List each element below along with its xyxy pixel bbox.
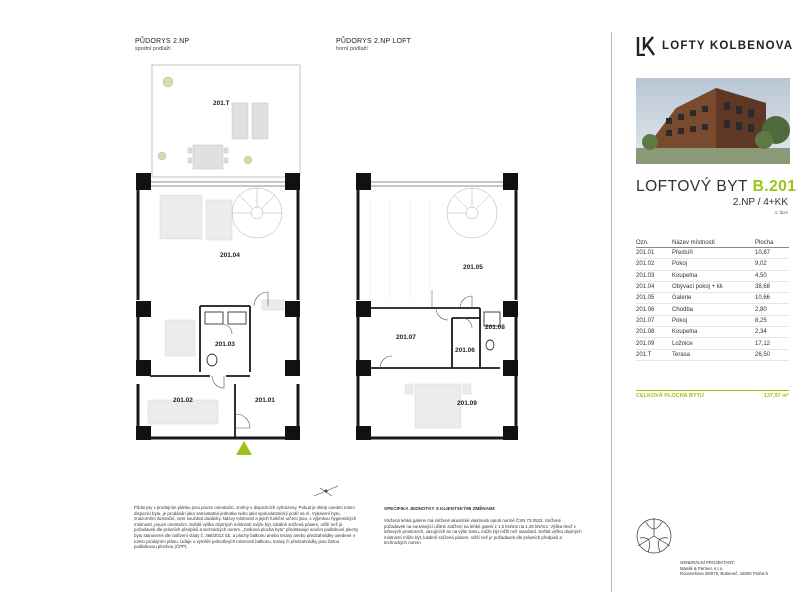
- window-line: [145, 182, 290, 186]
- table-row: [636, 327, 789, 338]
- room-label-201-t: 201.T: [213, 100, 230, 107]
- unit-floor-type: II. fáze: [774, 210, 788, 215]
- table-row: [636, 248, 789, 259]
- room-label-201-05: 201.05: [463, 264, 483, 271]
- header-code: Ozn.: [636, 239, 672, 248]
- interior-furniture: [148, 195, 284, 424]
- row-name: Koupelna: [672, 270, 755, 281]
- room-label-201-06: 201.06: [455, 347, 475, 354]
- general-designer: [680, 560, 792, 577]
- spec-text: Vložená lehká galerie má snížené akustické vlastnosti oproti normě ČSN 73 0532. Snížené požadavek na související užitné zatížení na lehké galerii z 1,5 kN/m2 na 1,25 kN/m2. Výška tlevž v loftových prostorech, vazujících se na výše tranu, může být nižší než standard. Světlá výška obytných místností může být, lokálně snížená pásem, nižší než je požadavek dle právních předpisů a technických norem: [384, 518, 582, 546]
- row-area: 10,66: [755, 293, 789, 304]
- row-name: Pokoj: [672, 259, 755, 270]
- designer-label: GENERÁLNÍ PROJEKTANT:: [680, 560, 735, 565]
- row-code: 201.05: [636, 293, 672, 304]
- plan-left-title: PŮDORYS 2.NP: [135, 38, 190, 45]
- entrance-arrow-icon: [236, 441, 252, 455]
- row-name: Ložnice: [672, 338, 755, 349]
- room-label-201-04: 201.04: [220, 252, 240, 259]
- row-name: Chodba: [672, 304, 755, 315]
- floor-plan-upper: [350, 165, 525, 445]
- spec-title: SPECIFIKA JEDNOTKY S KLIENTSKÝMI ZMĚNAMI:: [384, 506, 496, 511]
- row-code: 201.02: [636, 259, 672, 270]
- header-area: Plocha: [755, 239, 789, 248]
- row-area: 26,50: [755, 349, 789, 360]
- terrace-furniture: [188, 103, 268, 169]
- unit-title: [636, 178, 796, 196]
- plan-right-title: PŮDORYS 2.NP LOFT: [336, 38, 412, 45]
- total-area-value: 137,97 m²: [763, 393, 789, 399]
- room-label-201-08: 201.08: [485, 324, 505, 331]
- gallery-void-hatch: [370, 200, 430, 300]
- designer-name: Masák & Partner, s.r.o.: [680, 565, 724, 571]
- table-row: [636, 259, 789, 270]
- spiral-stair: [232, 188, 282, 238]
- table-row: [636, 270, 789, 281]
- brand-header: [636, 36, 793, 56]
- unit-floor-layout: 2.NP / 4+KK: [732, 197, 788, 208]
- room-label-201-01: 201.01: [255, 397, 275, 404]
- row-area: 8,25: [755, 315, 789, 326]
- plan-right-subtitle: horní podlaží: [336, 46, 368, 52]
- row-code: 201.T: [636, 349, 672, 360]
- row-code: 201.07: [636, 315, 672, 326]
- room-table: [636, 239, 789, 361]
- disclaimer-note: Půdorysy v prodejním plánku jsou pouze orientační, změny v dispozicích vyhrazeny. Pokud je sklep uveden mimo dispozici bytu, je prodáván jako samostatná jednotka nebo jako spoluvlastnický podíl na ní. Vybavení bytu, znázornění ilustrační, není součástí dodávky. Názvy místností a jejich funkční určení jsou, s výjimkou hygienických místností, pouze orientační. Světlá výška obytných místností může být, lokálně snížená pásem, nižší než je požadavek dle právních předpisů a technických norem. „Celková plocha bytu“ představuje součet podlahové plochy bytu stanovené dle nařízení vlády č. 366/2013 Sb. a plochy balkonu anebo terasy anebo předzahrádky uvedené v tomto prodejním plánu. Údaje o výměře jednotlivých místností balkonu, terasy či předzahrádky jsou čistou podlahovou plochou (ČPP).: [134, 505, 359, 550]
- table-row: [636, 349, 789, 360]
- designer-logo-icon: [634, 516, 674, 556]
- room-table-header: [636, 239, 789, 248]
- window-line-upper: [365, 182, 508, 186]
- designer-address: Roosveltova 39/575, Bubeneč, 16000 Praha 6: [680, 571, 768, 577]
- row-area: 2,80: [755, 304, 789, 315]
- total-area-row: [636, 390, 789, 399]
- row-name: Koupelna: [672, 327, 755, 338]
- room-label-201-07: 201.07: [396, 334, 416, 341]
- table-row: [636, 304, 789, 315]
- table-row: [636, 338, 789, 349]
- table-row: [636, 293, 789, 304]
- unit-title-code: B.201: [752, 178, 797, 195]
- header-name: Název místnosti: [672, 239, 755, 248]
- row-code: 201.03: [636, 270, 672, 281]
- table-row: [636, 281, 789, 292]
- brand-name: LOFTY KOLBENOVA: [662, 40, 794, 52]
- room-label-201-09: 201.09: [457, 400, 477, 407]
- building-photo: [636, 78, 790, 164]
- total-area-label: CELKOVÁ PLOCHA BYTU: [636, 393, 704, 399]
- row-name: Pokoj: [672, 315, 755, 326]
- row-code: 201.06: [636, 304, 672, 315]
- lk-logo-icon: [636, 36, 656, 56]
- room-label-201-03: 201.03: [215, 341, 235, 348]
- row-area: 10,87: [755, 248, 789, 259]
- row-code: 201.01: [636, 248, 672, 259]
- row-area: 17,12: [755, 338, 789, 349]
- row-area: 38,68: [755, 281, 789, 292]
- row-area: 2,34: [755, 327, 789, 338]
- row-name: Předsíň: [672, 248, 755, 259]
- door-swings-upper: [380, 296, 472, 368]
- bathroom-fixtures: [205, 312, 246, 366]
- north-arrow-icon: [312, 484, 342, 498]
- interior-walls-upper: [370, 308, 500, 368]
- row-code: 201.09: [636, 338, 672, 349]
- bathroom-fixtures-upper: [484, 312, 500, 350]
- row-code: 201.04: [636, 281, 672, 292]
- row-area: 9,02: [755, 259, 789, 270]
- row-name: Obývací pokoj + kk: [672, 281, 755, 292]
- panel-divider: [611, 32, 612, 592]
- room-label-201-02: 201.02: [173, 397, 193, 404]
- table-row: [636, 315, 789, 326]
- row-code: 201.08: [636, 327, 672, 338]
- row-name: Galerie: [672, 293, 755, 304]
- row-area: 4,50: [755, 270, 789, 281]
- unit-title-prefix: LOFTOVÝ BYT: [636, 178, 748, 195]
- plan-left-subtitle: spodní podlaží: [135, 46, 171, 52]
- spiral-stair-upper: [447, 188, 497, 238]
- row-name: Terasa: [672, 349, 755, 360]
